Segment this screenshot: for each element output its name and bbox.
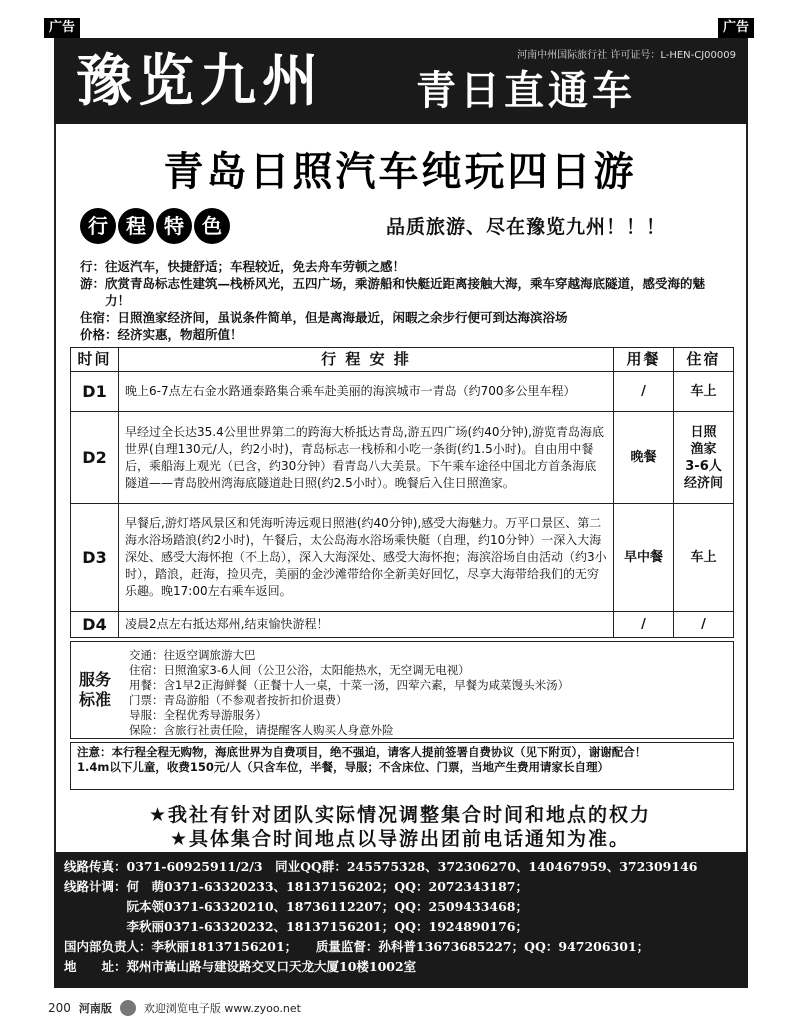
table-row	[71, 504, 734, 612]
meal-cell: /	[614, 612, 674, 638]
note-line: 1.4m以下儿童，收费150元/人（只含车位，半餐，导服；不含床位、门票，当地产生费用请家长自理）	[77, 760, 610, 774]
lodge-cell: 车上	[674, 504, 734, 612]
feature-value: 日照渔家经济间，虽说条件简单，但是离海最近，闲暇之余步行便可到达海滨浴场	[117, 310, 568, 325]
tagline: 品质旅游、尽在豫览九州！！！	[386, 216, 667, 238]
service-list	[129, 648, 569, 738]
license-text: 河南中州国际旅行社 许可证号：L-HEN-CJ00009	[517, 50, 736, 61]
feature-row	[80, 275, 720, 309]
feature-badge-char: 程	[118, 208, 154, 244]
contact-line: 线路传真：0371-60925911/2/3 同业QQ群：245575328、372306270、140467959、372309146	[64, 859, 698, 874]
table-row	[71, 612, 734, 638]
ad-label-right: 广告	[718, 18, 754, 38]
footer	[48, 1000, 301, 1016]
feature-value: 欣赏青岛标志性建筑—栈桥风光，五四广场，乘游船和快艇近距离接触大海，乘车穿越海底隧道，感受海的魅力！	[105, 276, 706, 308]
feature-key: 行：	[80, 259, 106, 274]
service-item: 用餐：含1早2正海鲜餐（正餐十人一桌，十菜一汤，四荤六素，早餐为咸菜馒头米汤）	[129, 678, 570, 692]
header-band	[54, 38, 748, 124]
emphasis-line: ★我社有针对团队实际情况调整集合时间和地点的权力	[148, 804, 652, 826]
page-title: 青岛日照汽车纯玩四日游	[163, 149, 637, 195]
note-line: 注意：本行程全程无购物，海底世界为自费项目，绝不强迫，请客人提前签署自费协议（见下附页），谢谢配合！	[77, 745, 647, 759]
lodge-cell: /	[674, 612, 734, 638]
feature-key: 价格：	[80, 327, 118, 342]
edition-logo-icon	[120, 1000, 136, 1016]
desc-cell: 晚上6-7点左右金水路通泰路集合乘车赴美丽的海滨城市一青岛（约700多公里车程）	[119, 372, 614, 412]
feature-badge	[80, 208, 230, 244]
feature-row	[80, 309, 720, 326]
desc-cell: 凌晨2点左右抵达郑州,结束愉快游程！	[119, 612, 614, 638]
feature-row	[80, 326, 720, 343]
feature-badge-char: 色	[194, 208, 230, 244]
feature-value: 往返汽车，快捷舒适；车程较近，免去舟车劳顿之感！	[105, 259, 406, 274]
itinerary-table	[70, 347, 734, 638]
lodge-cell: 车上	[674, 372, 734, 412]
desc-cell: 早经过全长达35.4公里世界第二的跨海大桥抵达青岛,游五四广场(约40分钟),游览青岛海底世界(自理130元/人，约2小时)，青岛标志一栈桥和小吃一条街(约1.5小时)。自由用中餐后，乘船海上观光（已含，约30分钟）看青岛八大美景。下午乘车途径中国北方首条海底隧道——青岛胶州湾海底隧道赴日照(约2.5小时）。晚餐后入住日照渔家。	[119, 412, 614, 504]
contact-line: 地 址：郑州市嵩山路与建设路交叉口天龙大厦10楼1002室	[64, 959, 417, 974]
feature-badge-char: 特	[156, 208, 192, 244]
emphasis-line: ★具体集合时间地点以导游出团前电话通知为准。	[169, 828, 631, 850]
service-item: 导服：全程优秀导游服务）	[129, 708, 267, 722]
service-standards	[70, 641, 734, 739]
brand-name: 豫览九州	[76, 48, 324, 114]
table-row	[71, 412, 734, 504]
contact-line: 国内部负责人：李秋丽18137156201； 质量监督：孙科普13673685227；QQ：947206301；	[64, 939, 650, 954]
service-title: 服务标准	[78, 670, 111, 709]
service-item: 住宿：日照渔家3-6人间（公卫公浴，太阳能热水，无空调无电视）	[129, 663, 470, 677]
notes-box	[70, 742, 734, 790]
table-row	[71, 372, 734, 412]
service-item: 保险：含旅行社责任险，请提醒客人购买人身意外险	[129, 723, 394, 737]
feature-value: 经济实惠，物超所值！	[117, 327, 243, 342]
feature-list	[80, 258, 720, 343]
meal-cell: 早中餐	[614, 504, 674, 612]
meal-cell: 晚餐	[614, 412, 674, 504]
feature-badge-char: 行	[80, 208, 116, 244]
header-lodging: 住宿	[674, 348, 734, 372]
lodge-cell: 日照 渔家 3-6人 经济间	[674, 412, 734, 504]
feature-key: 住宿：	[80, 310, 118, 325]
contact-line: 线路计调：何 萌0371-63320233、18137156202；QQ：2072343187；	[64, 879, 528, 894]
contact-band	[54, 852, 748, 988]
day-cell: D4	[71, 612, 119, 638]
page-number: 200	[48, 1001, 71, 1015]
desc-cell: 早餐后,游灯塔风景区和凭海听涛远观日照港(约40分钟),感受大海魅力。万平口景区、第二海水浴场踏浪(约2小时)，午餐后，太公岛海水浴场乘快艇（自理，约10分钟）一深入大海深处、感受大海怀抱（不上岛），深入大海深处、感受大海怀抱；海滨浴场自由活动（约3小时），踏浪，赶海，捡贝壳，美丽的金沙滩带给你全新美好回忆，尽享大海带给我们的无穷乐趣。晚17:00左右乘车返回。	[119, 504, 614, 612]
header-slogan: 青日直通车	[416, 68, 636, 114]
day-cell: D2	[71, 412, 119, 504]
feature-key: 游：	[80, 276, 106, 291]
contact-line: 阮本领0371-63320210、18736112207；QQ：2509433468；	[64, 899, 528, 914]
day-cell: D1	[71, 372, 119, 412]
contact-line: 李秋丽0371-63320232、18137156201；QQ：1924890176；	[64, 919, 528, 934]
day-cell: D3	[71, 504, 119, 612]
ad-label-left: 广告	[44, 18, 80, 38]
meal-cell: /	[614, 372, 674, 412]
service-item: 交通：往返空调旅游大巴	[129, 648, 256, 662]
service-item: 门票：青岛游船（不参观者按折扣价退费）	[129, 693, 348, 707]
footer-text: 欢迎浏览电子版 www.zyoo.net	[143, 1002, 301, 1015]
header-time: 时间	[71, 348, 119, 372]
feature-row	[80, 258, 720, 275]
header-meal: 用餐	[614, 348, 674, 372]
header-schedule: 行 程 安 排	[119, 348, 614, 372]
edition-label: 河南版	[78, 1002, 112, 1015]
